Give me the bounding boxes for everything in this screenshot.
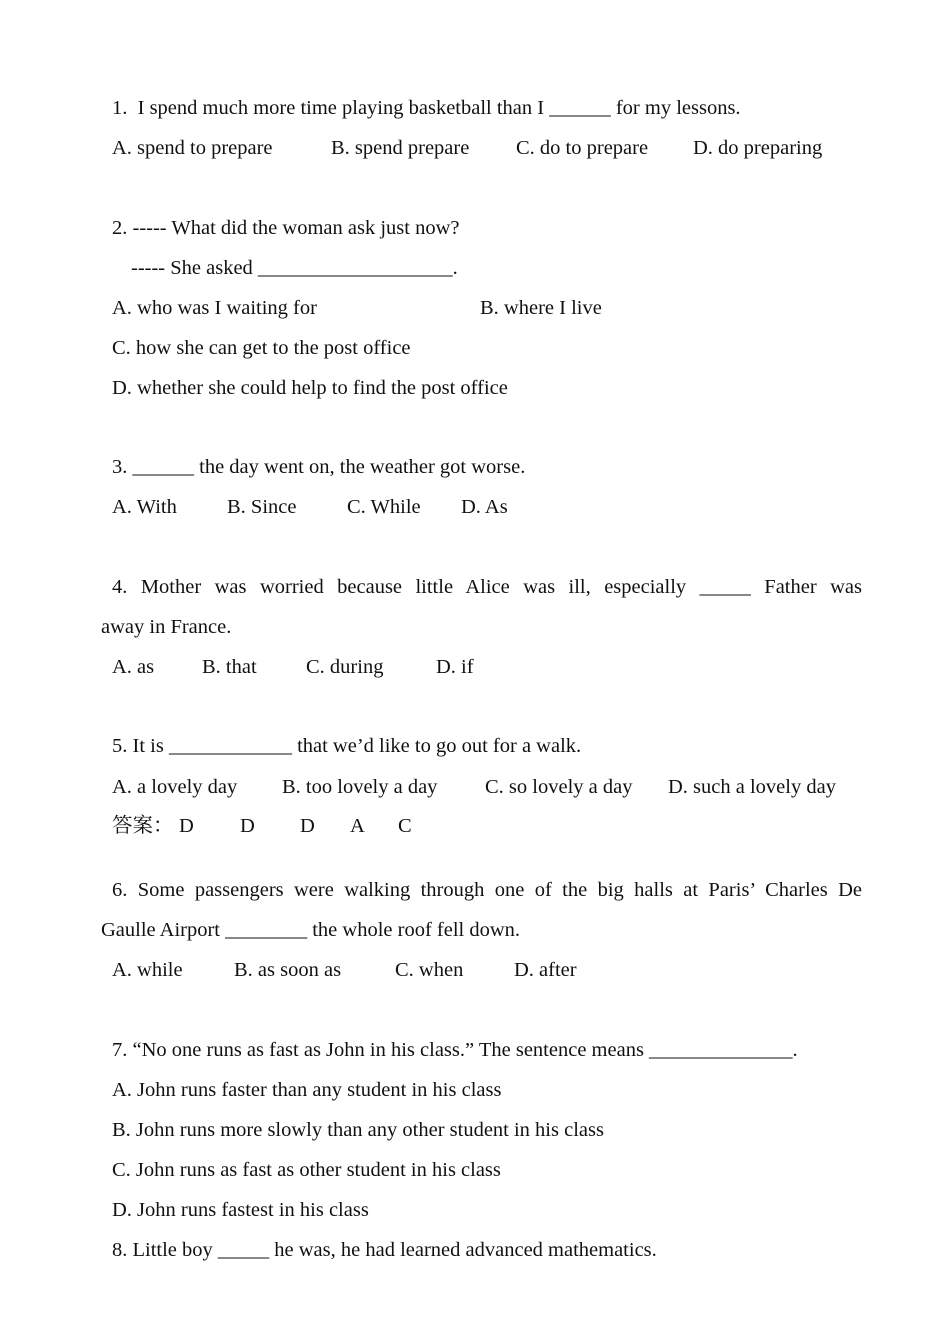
question-2-stem-reply: ----- She asked ___________________.: [131, 257, 458, 279]
question-2-option-c: C. how she can get to the post office: [112, 337, 411, 359]
question-4-stem: 4. Mother was worried because little Alice was ill, especially _____ Father was: [112, 576, 862, 598]
question-6-option-a: A. while: [112, 959, 183, 981]
question-3-option-b: B. Since: [227, 496, 297, 518]
question-6-option-b: B. as soon as: [234, 959, 342, 981]
answer-key-label: 答案：: [112, 815, 174, 837]
answer-key-1: D: [179, 815, 194, 837]
question-5-option-a: A. a lovely day: [112, 776, 238, 798]
question-3-option-c: C. While: [347, 496, 421, 518]
answer-key-2: D: [240, 815, 255, 837]
question-7-option-a: A. John runs faster than any student in his class: [112, 1079, 502, 1101]
question-8-stem: 8. Little boy _____ he was, he had learned advanced mathematics.: [112, 1239, 657, 1261]
question-4-option-b: B. that: [202, 656, 257, 678]
question-5-stem: 5. It is ____________ that we’d like to go out for a walk.: [112, 735, 582, 757]
question-1-stem: 1. I spend much more time playing basketball than I ______ for my lessons.: [112, 97, 741, 119]
question-4-option-d: D. if: [436, 656, 474, 678]
question-4-stem-cont: away in France.: [101, 616, 232, 638]
question-1-option-b: B. spend prepare: [331, 137, 470, 159]
question-3-stem: 3. ______ the day went on, the weather got worse.: [112, 456, 526, 478]
question-6-stem: 6. Some passengers were walking through one of the big halls at Paris’ Charles De: [112, 879, 862, 901]
question-7-option-d: D. John runs fastest in his class: [112, 1199, 369, 1221]
question-3-option-a: A. With: [112, 496, 177, 518]
answer-key-4: A: [350, 815, 365, 837]
answer-key-5: C: [398, 815, 412, 837]
question-4-option-a: A. as: [112, 656, 155, 678]
question-6-option-c: C. when: [395, 959, 464, 981]
question-2-option-a: A. who was I waiting for: [112, 297, 317, 319]
question-5-option-b: B. too lovely a day: [282, 776, 438, 798]
question-4-option-c: C. during: [306, 656, 384, 678]
question-6-stem-cont: Gaulle Airport ________ the whole roof fell down.: [101, 919, 521, 941]
question-1-option-a: A. spend to prepare: [112, 137, 273, 159]
question-5-option-d: D. such a lovely day: [668, 776, 836, 798]
question-6-option-d: D. after: [514, 959, 577, 981]
question-7-stem: 7. “No one runs as fast as John in his class.” The sentence means ______________.: [112, 1039, 798, 1061]
question-2-option-d: D. whether she could help to find the post office: [112, 377, 508, 399]
question-1-option-c: C. do to prepare: [516, 137, 649, 159]
question-2-option-b: B. where I live: [480, 297, 602, 319]
question-7-option-c: C. John runs as fast as other student in his class: [112, 1159, 501, 1181]
question-5-option-c: C. so lovely a day: [485, 776, 633, 798]
question-1-option-d: D. do preparing: [693, 137, 823, 159]
question-7-option-b: B. John runs more slowly than any other student in his class: [112, 1119, 604, 1141]
answer-key-3: D: [300, 815, 315, 837]
question-3-option-d: D. As: [461, 496, 508, 518]
question-2-stem: 2. ----- What did the woman ask just now?: [112, 217, 460, 239]
